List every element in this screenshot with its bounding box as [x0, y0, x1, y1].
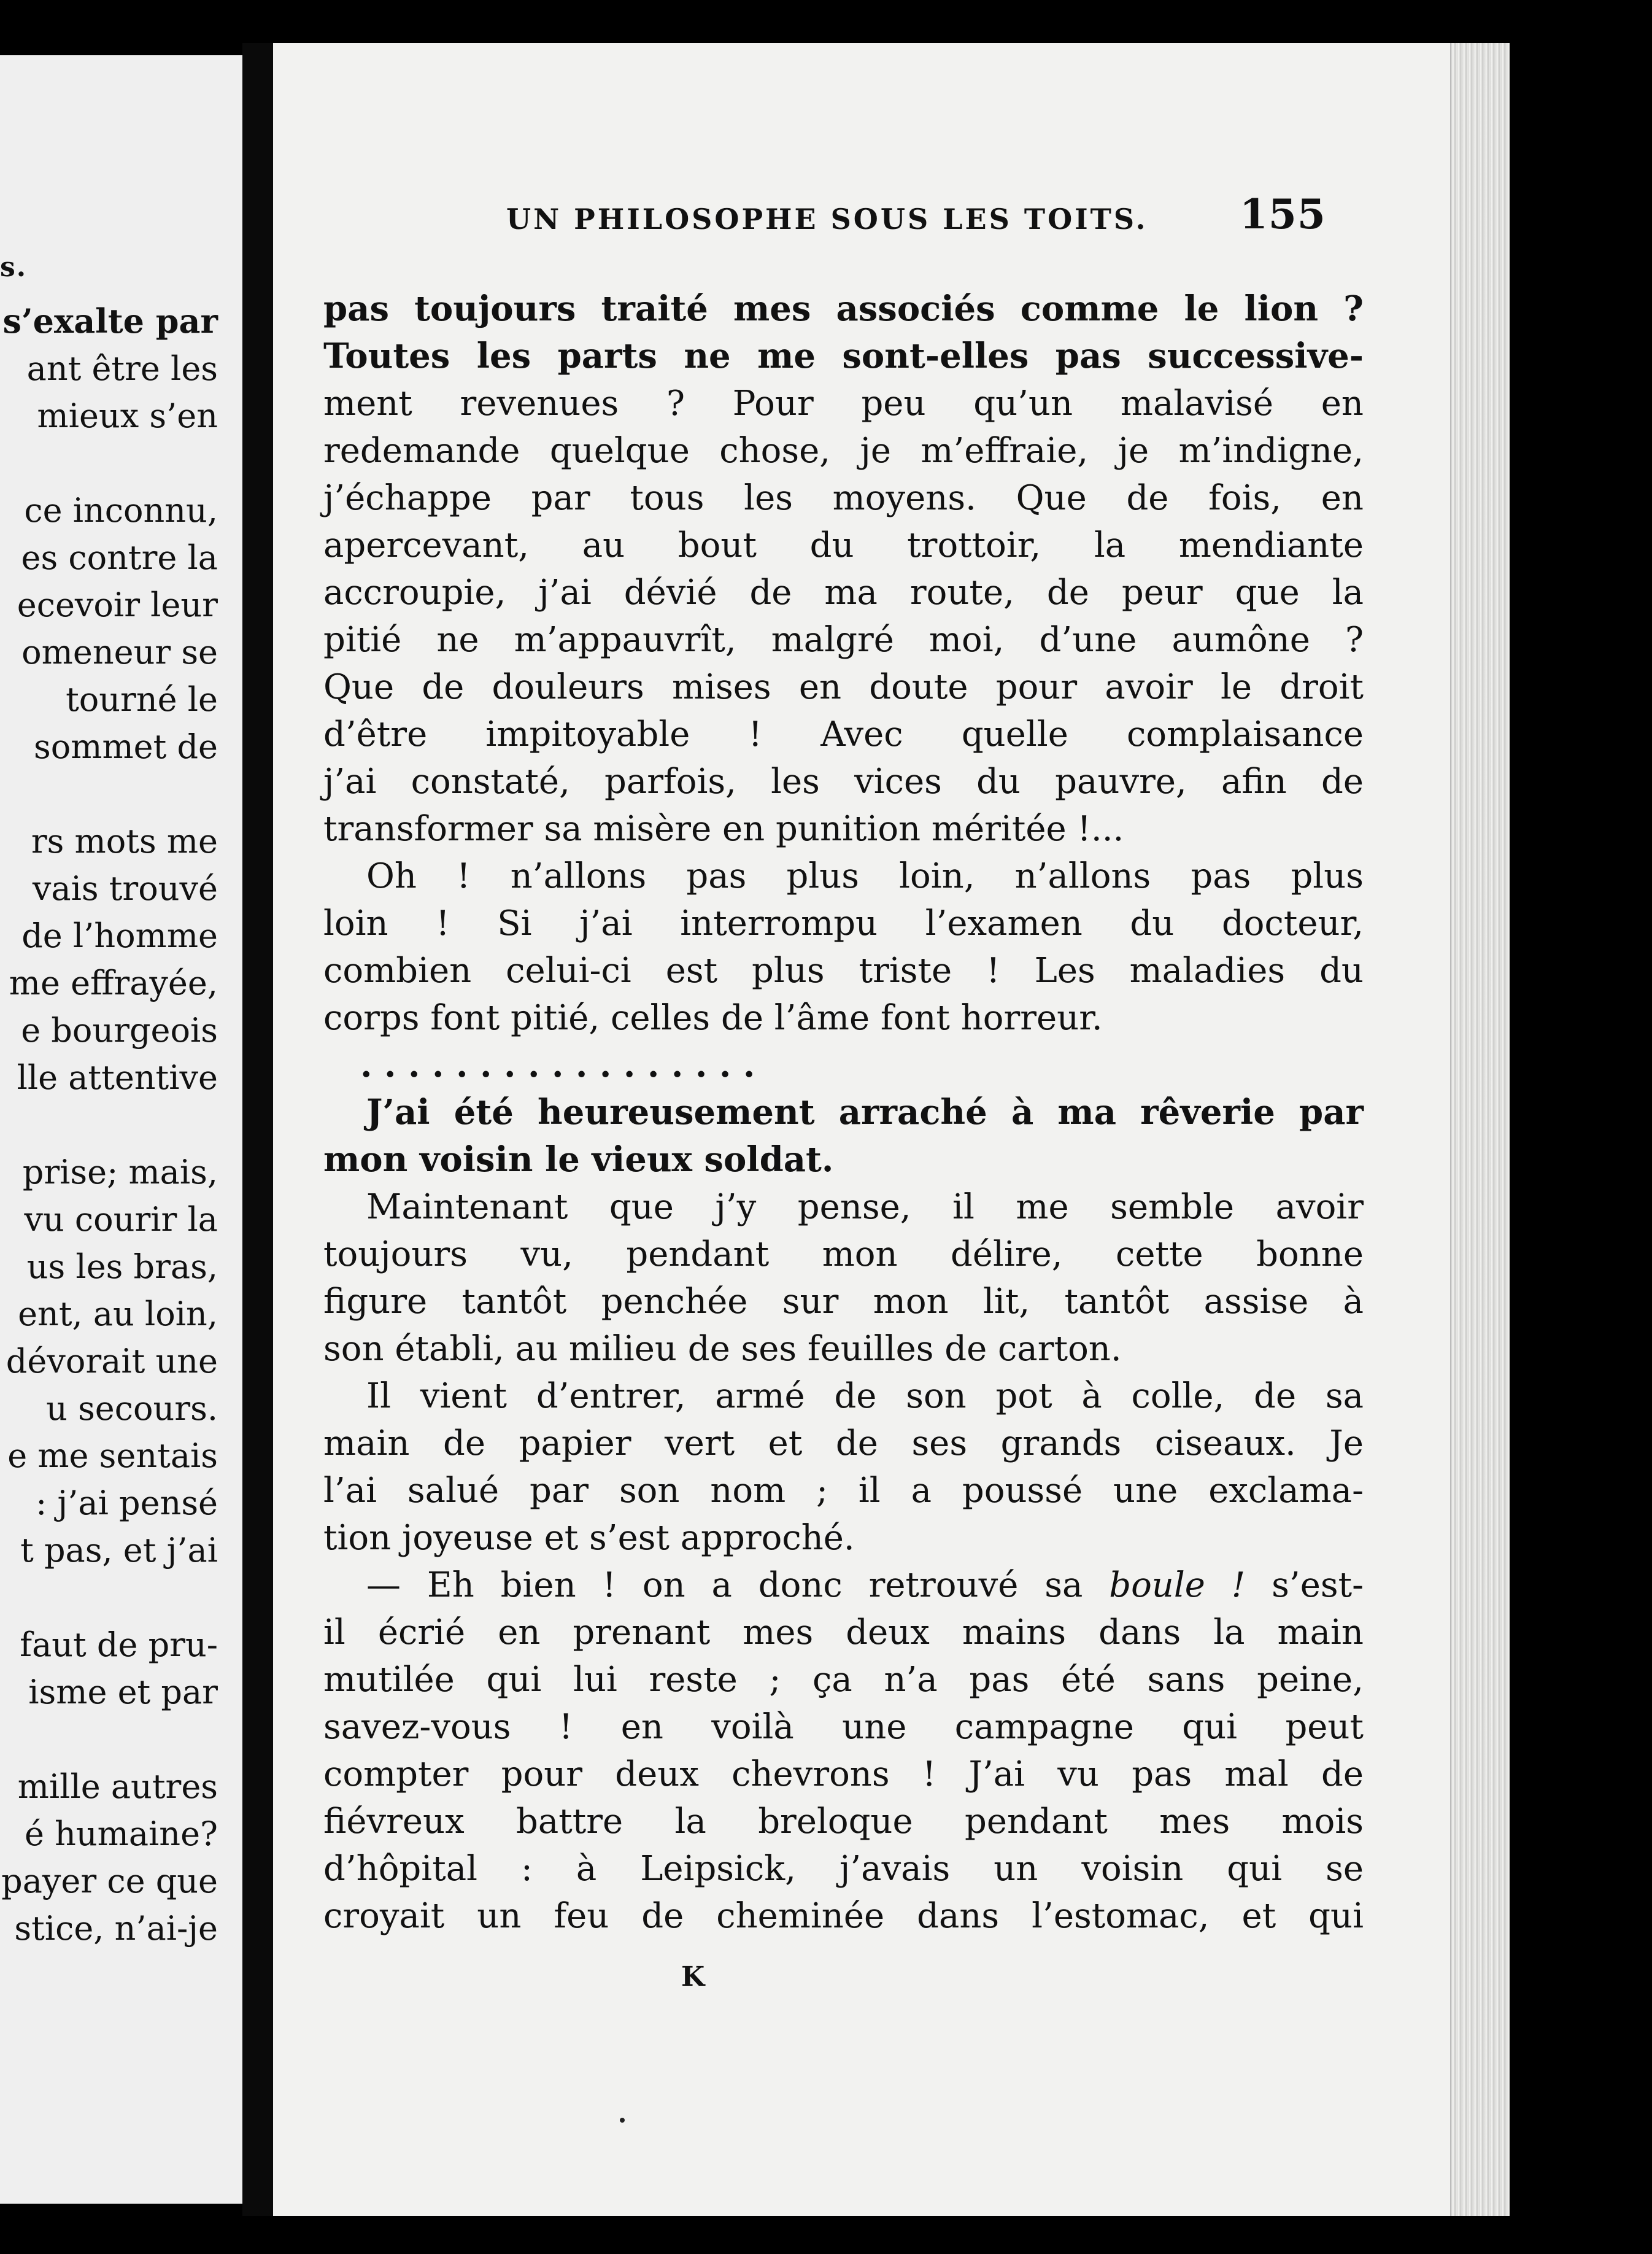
left-page-line: es contre la — [21, 538, 218, 577]
text-line: savez-vous ! en voilà une campagne qui peut — [323, 1707, 1364, 1747]
text-line: Toutes les parts ne me sont-elles pas successive- — [323, 336, 1364, 376]
text-line: tion joyeuse et s’est approché. — [323, 1518, 855, 1558]
left-page-line: me effrayée, — [9, 964, 218, 1002]
left-page — [0, 55, 242, 2204]
text-line: fiévreux battre la breloque pendant mes mois — [323, 1802, 1364, 1842]
text-line: pitié ne m’appauvrît, malgré moi, d’une aumône ? — [323, 620, 1364, 660]
text-line: apercevant, au bout du trottoir, la mendiante — [323, 525, 1364, 565]
text-line: mon voisin le vieux soldat. — [323, 1139, 834, 1180]
text-line: compter pour deux chevrons ! J’ai vu pas mal de — [323, 1754, 1364, 1794]
page-number: 155 — [1240, 190, 1326, 238]
text-line: d’hôpital : à Leipsick, j’avais un voisin qui se — [323, 1849, 1364, 1889]
text-line: son établi, au milieu de ses feuilles de carton. — [323, 1329, 1122, 1369]
text-line: ment revenues ? Pour peu qu’un malavisé en — [323, 384, 1364, 424]
text-line: mutilée qui lui reste ; ça n’a pas été sans peine, — [323, 1660, 1364, 1700]
paragraph-gap — [0, 770, 218, 818]
text-line: l’ai salué par son nom ; il a poussé une exclama- — [323, 1471, 1364, 1511]
paragraph-gap — [0, 1574, 218, 1621]
left-page-line: prise; mais, — [22, 1153, 218, 1191]
ink-speck — [620, 2118, 625, 2123]
text-line: combien celui-ci est plus triste ! Les maladies du — [323, 951, 1364, 991]
text-line: toujours vu, pendant mon délire, cette bonne — [323, 1234, 1364, 1274]
left-page-line: mille autres — [17, 1767, 218, 1806]
paragraph-gap — [0, 1101, 218, 1148]
text-line: croyait un feu de cheminée dans l’estomac, et qui — [323, 1896, 1364, 1936]
text-line: figure tantôt penchée sur mon lit, tantôt assise à — [323, 1282, 1364, 1322]
left-page-line: mieux s’en — [37, 397, 218, 435]
text-line: loin ! Si j’ai interrompu l’examen du docteur, — [323, 904, 1364, 943]
text-line: Il vient d’entrer, armé de son pot à colle, de sa — [366, 1376, 1364, 1416]
left-page-line: faut de pru- — [20, 1625, 218, 1664]
book-gutter — [242, 43, 273, 2216]
left-page-line: é humaine? — [24, 1814, 218, 1853]
text-line: accroupie, j’ai dévié de ma route, de peur que la — [323, 573, 1364, 613]
left-page-line: payer ce que — [1, 1862, 218, 1900]
left-page-line: ant être les — [26, 349, 218, 388]
left-page-line: vu courir la — [24, 1200, 218, 1239]
text-line: J’ai été heureusement arraché à ma rêverie par — [366, 1092, 1364, 1133]
left-page-line: : j’ai pensé — [36, 1484, 218, 1522]
left-page-line: e bourgeois — [21, 1011, 218, 1050]
signature-mark: K — [681, 1961, 705, 1993]
left-page-line: lle attentive — [17, 1058, 218, 1097]
left-page-line: rs mots me — [31, 822, 218, 861]
left-page-line: u secours. — [46, 1389, 218, 1428]
left-page-line: t pas, et j’ai — [20, 1531, 218, 1570]
left-page-line: isme et par — [28, 1673, 218, 1711]
left-page-line: dévorait une — [6, 1342, 218, 1381]
text-line: redemande quelque chose, je m’effraie, je m’indigne, — [323, 431, 1364, 471]
right-page — [273, 43, 1510, 2216]
paragraph-gap — [0, 1716, 218, 1763]
left-page-text — [0, 298, 218, 1952]
left-page-line: sommet de — [34, 727, 218, 766]
section-break-dots: . . . . . . . . . . . . . . . . . — [360, 1045, 755, 1085]
body-text — [323, 285, 1364, 1940]
running-head-title: UN PHILOSOPHE SOUS LES TOITS. — [506, 203, 1148, 236]
text-line: Que de douleurs mises en doute pour avoir le droit — [323, 667, 1364, 707]
left-page-line: s’exalte par — [2, 301, 218, 341]
left-page-line: ecevoir leur — [17, 586, 218, 624]
left-page-line: e me sentais — [7, 1436, 218, 1475]
text-line: corps font pitié, celles de l’âme font horreur. — [323, 998, 1103, 1038]
text-line: d’être impitoyable ! Avec quelle complaisance — [323, 715, 1364, 754]
italic-word: boule ! — [1109, 1565, 1246, 1605]
left-running-head-fragment: s. — [0, 252, 28, 283]
text-line: main de papier vert et de ses grands ciseaux. Je — [323, 1423, 1364, 1463]
left-page-line: tourné le — [66, 680, 218, 719]
left-page-line: de l’homme — [21, 916, 218, 955]
left-page-line: vais trouvé — [32, 869, 218, 908]
text-line: il écrié en prenant mes deux mains dans la main — [323, 1613, 1364, 1652]
page-edges — [1450, 43, 1510, 2216]
text-line: transformer sa misère en punition méritée !... — [323, 809, 1124, 849]
text-line: Oh ! n’allons pas plus loin, n’allons pas plus — [366, 856, 1364, 896]
text-line: j’ai constaté, parfois, les vices du pauvre, afin de — [323, 762, 1364, 802]
left-page-line: us les bras, — [26, 1247, 218, 1286]
left-page-line: stice, n’ai-je — [14, 1909, 218, 1948]
text-line: j’échappe par tous les moyens. Que de fois, en — [323, 478, 1364, 518]
left-page-line: ce inconnu, — [24, 491, 218, 530]
paragraph-gap — [0, 440, 218, 487]
left-page-line: omeneur se — [21, 633, 218, 672]
left-page-line: ent, au loin, — [18, 1295, 218, 1333]
text-line: pas toujours traité mes associés comme le lion ? — [323, 289, 1364, 329]
text-line: Maintenant que j’y pense, il me semble avoir — [366, 1187, 1364, 1227]
text-line: — Eh bien ! on a donc retrouvé sa boule ! s’est- — [366, 1565, 1364, 1605]
